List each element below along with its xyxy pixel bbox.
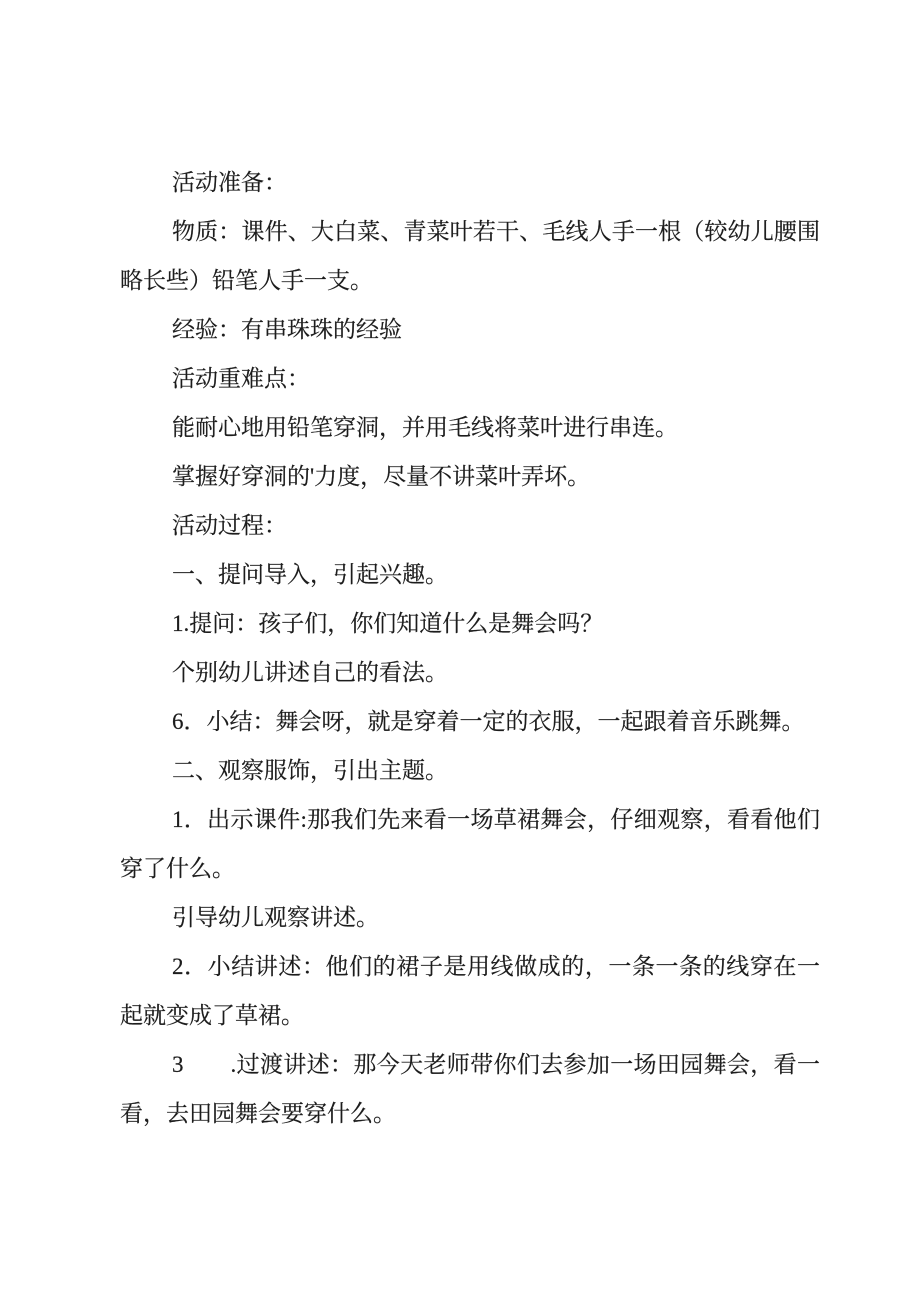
paragraph: 活动准备： xyxy=(172,170,287,195)
paragraph: 引导幼儿观察讲述。 xyxy=(172,905,379,930)
paragraph: 二、观察服饰，引出主题。 xyxy=(172,758,448,783)
paragraph: 活动重难点： xyxy=(172,366,310,391)
paragraph: 个别幼儿讲述自己的看法。 xyxy=(172,660,448,685)
paragraph: 掌握好穿洞的'力度，尽量不讲菜叶弄坏。 xyxy=(172,464,591,489)
paragraph: 1.提问：孩子们，你们知道什么是舞会吗？ xyxy=(172,611,604,636)
paragraph: 3 .过渡讲述：那今天老师带你们去参加一场田园舞会，看一看，去田园舞会要穿什么。 xyxy=(120,1052,820,1126)
paragraph: 一、提问导入，引起兴趣。 xyxy=(172,562,448,587)
paragraph: 6．小结：舞会呀，就是穿着一定的衣服，一起跟着音乐跳舞。 xyxy=(172,709,805,734)
paragraph: 2．小结讲述：他们的裙子是用线做成的，一条一条的线穿在一起就变成了草裙。 xyxy=(120,954,820,1028)
document-body xyxy=(120,158,820,1138)
paragraph: 经验：有串珠珠的经验 xyxy=(172,317,402,342)
paragraph: 物质：课件、大白菜、青菜叶若干、毛线人手一根（较幼儿腰围略长些）铅笔人手一支。 xyxy=(120,219,820,293)
paragraph: 1．出示课件:那我们先来看一场草裙舞会，仔细观察，看看他们穿了什么。 xyxy=(120,807,820,881)
paragraph: 能耐心地用铅笔穿洞，并用毛线将菜叶进行串连。 xyxy=(172,415,678,440)
paragraph: 活动过程： xyxy=(172,513,287,538)
